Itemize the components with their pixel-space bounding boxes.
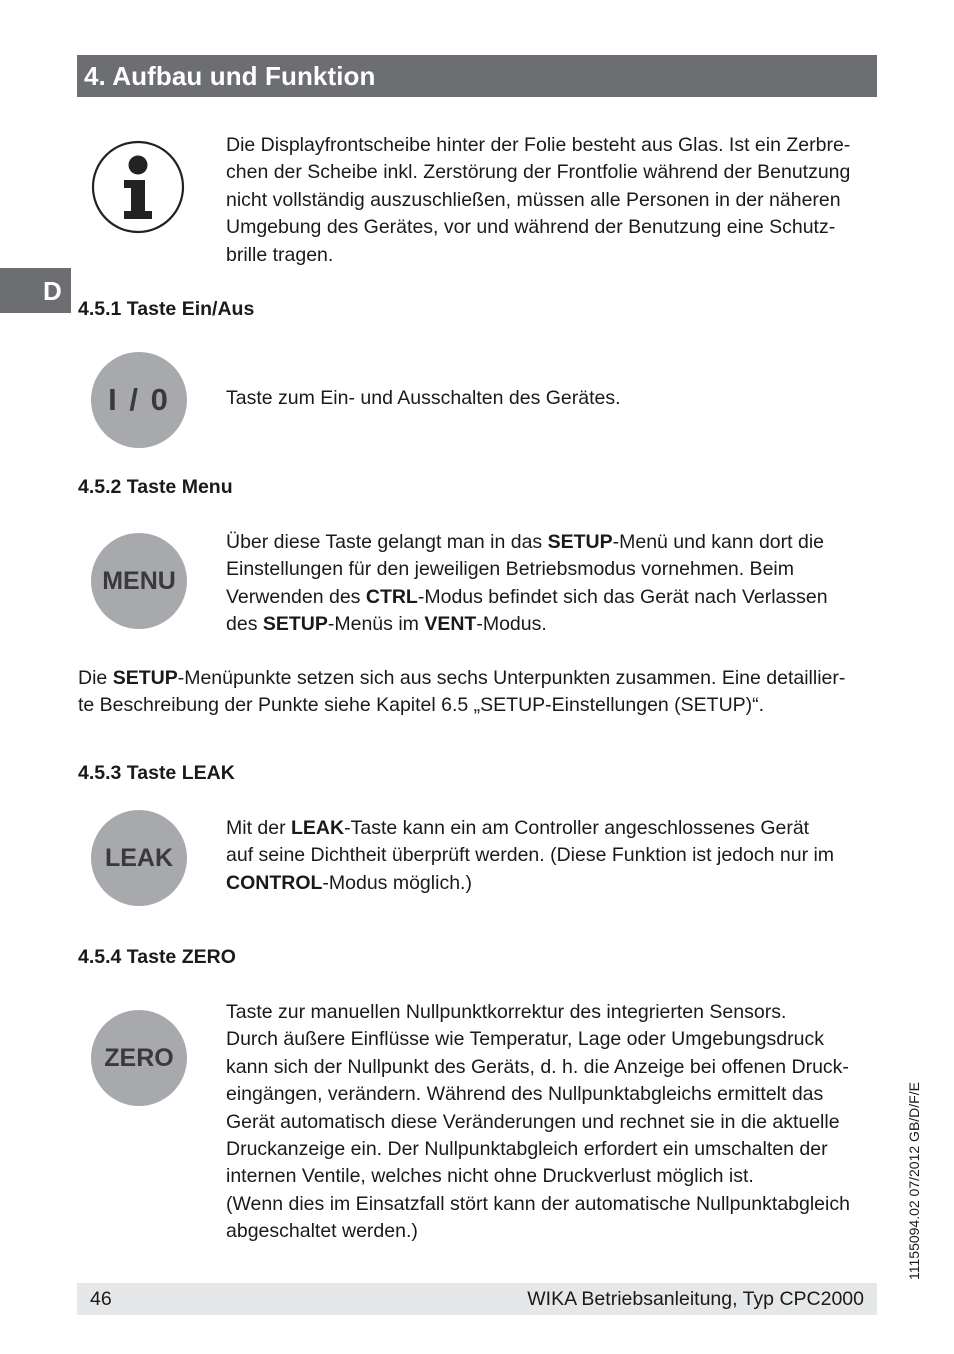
onoff-description: Taste zum Ein- und Ausschalten des Gerätes. — [226, 387, 621, 409]
info-line: nicht vollständig auszuschließen, müssen alle Personen in der näheren — [226, 188, 841, 211]
document-title: WIKA Betriebsanleitung, Typ CPC2000 — [527, 1288, 864, 1310]
info-paragraph — [226, 132, 850, 269]
menu-key-icon — [91, 533, 187, 629]
leak-key-label: LEAK — [104, 843, 174, 872]
chapter-header — [77, 55, 877, 97]
zero-description — [226, 999, 850, 1246]
zero-line: abgeschaltet werden.) — [226, 1220, 418, 1243]
menu-line: Einstellungen für den jeweiligen Betriebsmodus vornehmen. Beim — [226, 558, 794, 581]
page-number: 46 — [90, 1288, 112, 1310]
onoff-key-icon — [91, 352, 187, 448]
menu-line: Über diese Taste gelangt man in das SETUP-Menü und kann dort die — [226, 531, 824, 553]
zero-line: Druckanzeige ein. Der Nullpunktabgleich erfordert ein umschalten der — [226, 1138, 828, 1161]
chapter-title: 4. Aufbau und Funktion — [84, 61, 376, 91]
language-tab-label: D — [43, 276, 62, 306]
info-line: chen der Scheibe inkl. Zerstörung der Frontfolie während der Benutzung — [226, 161, 851, 184]
setup-note-line: Die SETUP-Menüpunkte setzen sich aus sechs Unterpunkten zusammen. Eine detaillier- — [78, 667, 846, 689]
setup-note — [78, 665, 845, 720]
zero-line: eingängen, verändern. Während des Nullpunktabgleichs ermittelt das — [226, 1083, 824, 1106]
info-line: Umgebung des Gerätes, vor und während der Benutzung eine Schutz- — [226, 216, 836, 239]
section-heading-leak: 4.5.3 Taste LEAK — [78, 762, 235, 784]
info-icon — [91, 140, 185, 234]
zero-line: Durch äußere Einflüsse wie Temperatur, Lage oder Umgebungsdruck — [226, 1028, 824, 1051]
leak-line: CONTROL-Modus möglich.) — [226, 871, 472, 894]
leak-key-icon — [91, 810, 187, 906]
leak-description — [226, 815, 834, 897]
section-heading-menu: 4.5.2 Taste Menu — [78, 476, 233, 498]
zero-line: internen Ventile, welches nicht ohne Druckverlust möglich ist. — [226, 1165, 754, 1188]
onoff-key-label: I / 0 — [108, 382, 170, 417]
page-footer — [77, 1283, 877, 1315]
info-line: brille tragen. — [226, 243, 334, 266]
menu-key-label: MENU — [102, 566, 176, 595]
leak-line: Mit der LEAK-Taste kann ein am Controller angeschlossenes Gerät — [226, 817, 810, 839]
zero-line: kann sich der Nullpunkt des Geräts, d. h. die Anzeige bei offenen Druck- — [226, 1055, 849, 1078]
language-tab — [0, 268, 71, 313]
section-heading-zero: 4.5.4 Taste ZERO — [78, 946, 236, 968]
zero-line: (Wenn dies im Einsatzfall stört kann der automatische Nullpunktabgleich — [226, 1192, 850, 1215]
zero-key-label: ZERO — [104, 1043, 174, 1072]
leak-line: auf seine Dichtheit überprüft werden. (Diese Funktion ist jedoch nur im — [226, 844, 835, 867]
menu-line: des SETUP-Menüs im VENT-Modus. — [226, 613, 547, 636]
section-heading-onoff: 4.5.1 Taste Ein/Aus — [78, 298, 255, 320]
zero-key-icon — [91, 1010, 187, 1106]
menu-line: Verwenden des CTRL-Modus befindet sich das Gerät nach Verlassen — [226, 585, 828, 608]
zero-line: Gerät automatisch diese Veränderungen und rechnet sie in die aktuelle — [226, 1110, 840, 1133]
zero-line: Taste zur manuellen Nullpunktkorrektur des integrierten Sensors. — [226, 1001, 787, 1023]
menu-description — [226, 529, 828, 639]
info-line: Die Displayfrontscheibe hinter der Folie besteht aus Glas. Ist ein Zerbre- — [226, 134, 851, 156]
setup-note-line: te Beschreibung der Punkte siehe Kapitel 6.5 „SETUP-Einstellungen (SETUP)“. — [78, 694, 765, 717]
document-code: 11155094.02 07/2012 GB/D/F/E — [906, 1082, 922, 1280]
